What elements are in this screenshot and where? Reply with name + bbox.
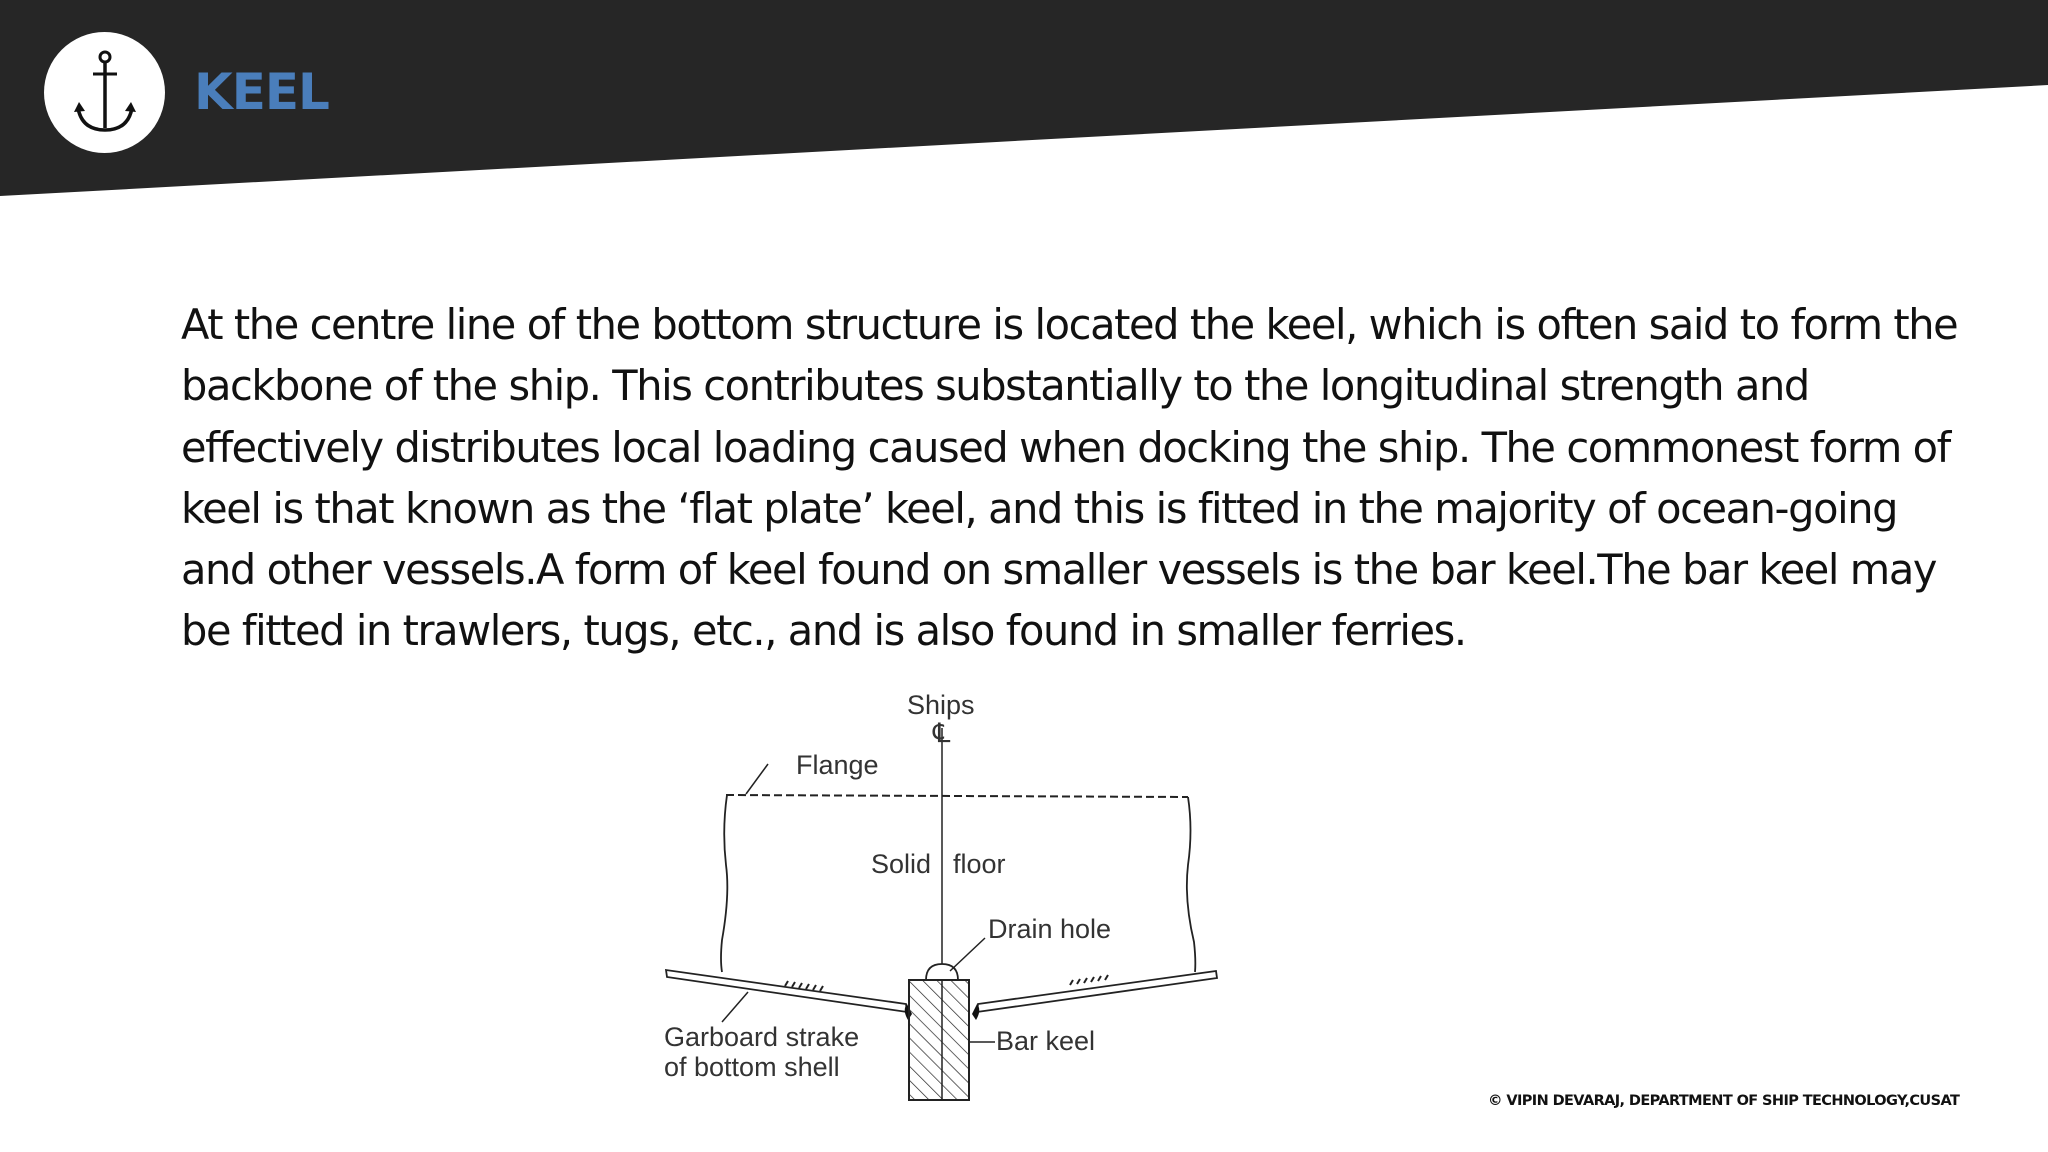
garboard-label-line2: of bottom shell xyxy=(664,1052,840,1082)
logo xyxy=(44,32,165,153)
centreline-symbol: ℄ xyxy=(933,718,951,748)
body-paragraph: At the centre line of the bottom structure is located the keel, which is often said to form the backbone of the ship. This contributes substantially to the longitudinal strength and effectively distributes local loading caused when docking the ship. The commonest form of keel is that known as the ‘flat plate’ keel, and this is fitted in the majority of ocean-going and other vessels.A form of keel found on smaller vessels is the bar keel.The bar keel may be fitted in trawlers, tugs, etc., and is also found in smaller ferries. xyxy=(181,300,1958,656)
weld-bead-right xyxy=(972,1004,979,1020)
flange-leader-line xyxy=(746,764,768,794)
bar-keel xyxy=(909,980,969,1100)
ships-label: Ships xyxy=(907,690,975,720)
bar-keel-diagram xyxy=(650,680,1250,1120)
drain-hole xyxy=(926,964,958,980)
shell-plate-right xyxy=(977,971,1217,1012)
drain-hole-label: Drain hole xyxy=(988,914,1112,944)
copyright-notice: © VIPIN DEVARAJ, DEPARTMENT OF SHIP TECHNOLOGY,CUSAT xyxy=(1488,1093,1960,1109)
floor-label: floor xyxy=(953,849,1006,879)
floor-right-edge xyxy=(1187,797,1195,972)
flange-label: Flange xyxy=(796,750,879,780)
weld-marks-right xyxy=(1070,975,1108,985)
drain-hole-leader xyxy=(950,938,985,971)
shell-plate-left xyxy=(666,970,907,1012)
garboard-label-line1: Garboard strake xyxy=(664,1022,860,1052)
anchor-icon xyxy=(70,48,140,138)
page-title: KEEL xyxy=(194,63,329,121)
flange-line xyxy=(726,795,1188,797)
solid-label: Solid xyxy=(871,849,932,879)
bar-keel-label: Bar keel xyxy=(996,1026,1096,1056)
floor-left-edge xyxy=(721,795,727,972)
garboard-leader xyxy=(722,992,748,1022)
